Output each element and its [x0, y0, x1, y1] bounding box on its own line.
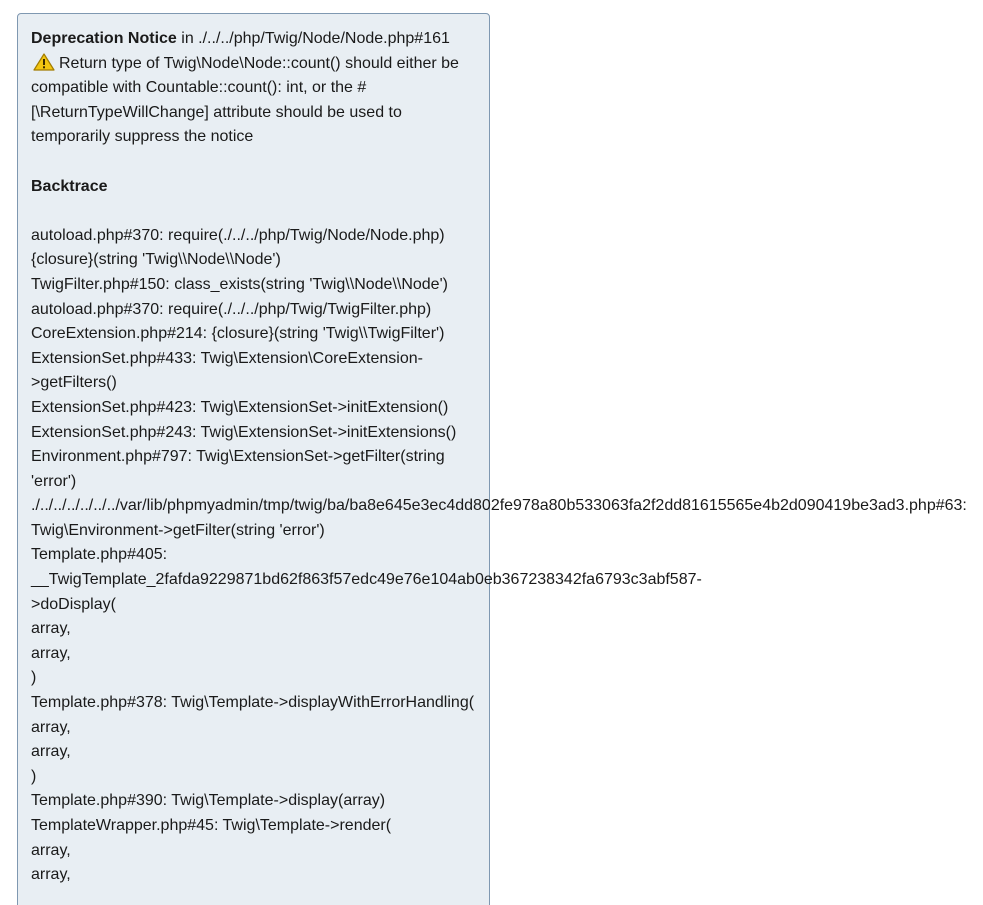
backtrace-line: TemplateWrapper.php#45: Twig\Template->render( — [31, 817, 392, 834]
deprecation-notice-panel — [17, 13, 967, 905]
spacer — [31, 199, 476, 224]
notice-in-text: in — [176, 30, 199, 47]
backtrace-line: Template.php#405: — [31, 546, 168, 564]
notice-heading — [31, 27, 476, 52]
backtrace-line: Twig\Environment->getFilter(string 'error') — [31, 521, 325, 539]
backtrace-line: ./../../../../../../var/lib/phpmyadmin/tmp/twig/ba/ba8e645e3ec4dd802fe978a80b533063fa2f2dd81615565e4b2d090419be3ad3.php#63: — [31, 497, 967, 515]
backtrace-line: Environment.php#797: Twig\ExtensionSet->getFilter(string 'error') — [31, 448, 450, 490]
backtrace-line: ExtensionSet.php#433: Twig\Extension\CoreExtension->getFilters() — [31, 349, 423, 392]
backtrace-line: Template.php#390: Twig\Template->display(array) — [31, 792, 386, 810]
backtrace-line: array, — [31, 620, 71, 638]
notice-type-label: Deprecation Notice — [31, 30, 177, 47]
backtrace-line: array, — [31, 644, 71, 662]
spacer — [31, 150, 476, 175]
backtrace-line: ) — [31, 669, 37, 687]
backtrace-line: TwigFilter.php#150: class_exists(string 'Twig\\Node\\Node') — [31, 275, 448, 293]
backtrace-line: >doDisplay( — [31, 595, 116, 613]
backtrace-line: array, — [31, 841, 71, 859]
notice-location: ./../../php/Twig/Node/Node.php#161 — [198, 30, 450, 47]
notice-message: Return type of Twig\Node\Node::count() should either be compatible with Countable::count(): int, or the #[\ReturnTypeWillChange] attribute should be used to temporarily suppress the notice — [31, 54, 459, 146]
backtrace-line: {closure}(string 'Twig\\Node\\Node') — [31, 251, 281, 269]
notice-message-block — [31, 52, 476, 150]
backtrace-line: CoreExtension.php#214: {closure}(string 'Twig\\TwigFilter') — [31, 325, 445, 343]
backtrace-line: autoload.php#370: require(./../../php/Twig/Node/Node.php) — [31, 226, 445, 244]
backtrace-title: Backtrace — [31, 177, 108, 195]
backtrace-line: array, — [31, 743, 71, 761]
backtrace-line: array, — [31, 718, 71, 736]
backtrace-list — [31, 224, 967, 888]
backtrace-line: Template.php#378: Twig\Template->displayWithErrorHandling( — [31, 694, 475, 712]
backtrace-line: autoload.php#370: require(./../../php/Twig/TwigFilter.php) — [31, 300, 432, 318]
backtrace-line: ) — [31, 767, 37, 785]
backtrace-line: ExtensionSet.php#243: Twig\ExtensionSet->initExtensions() — [31, 423, 457, 441]
backtrace-line: array, — [31, 866, 71, 884]
warning-icon — [33, 53, 55, 71]
backtrace-line: __TwigTemplate_2fafda9229871bd62f863f57edc49e76e104ab0eb367238342fa6793c3abf587- — [31, 571, 702, 589]
backtrace-line: ExtensionSet.php#423: Twig\ExtensionSet->initExtension() — [31, 398, 449, 416]
